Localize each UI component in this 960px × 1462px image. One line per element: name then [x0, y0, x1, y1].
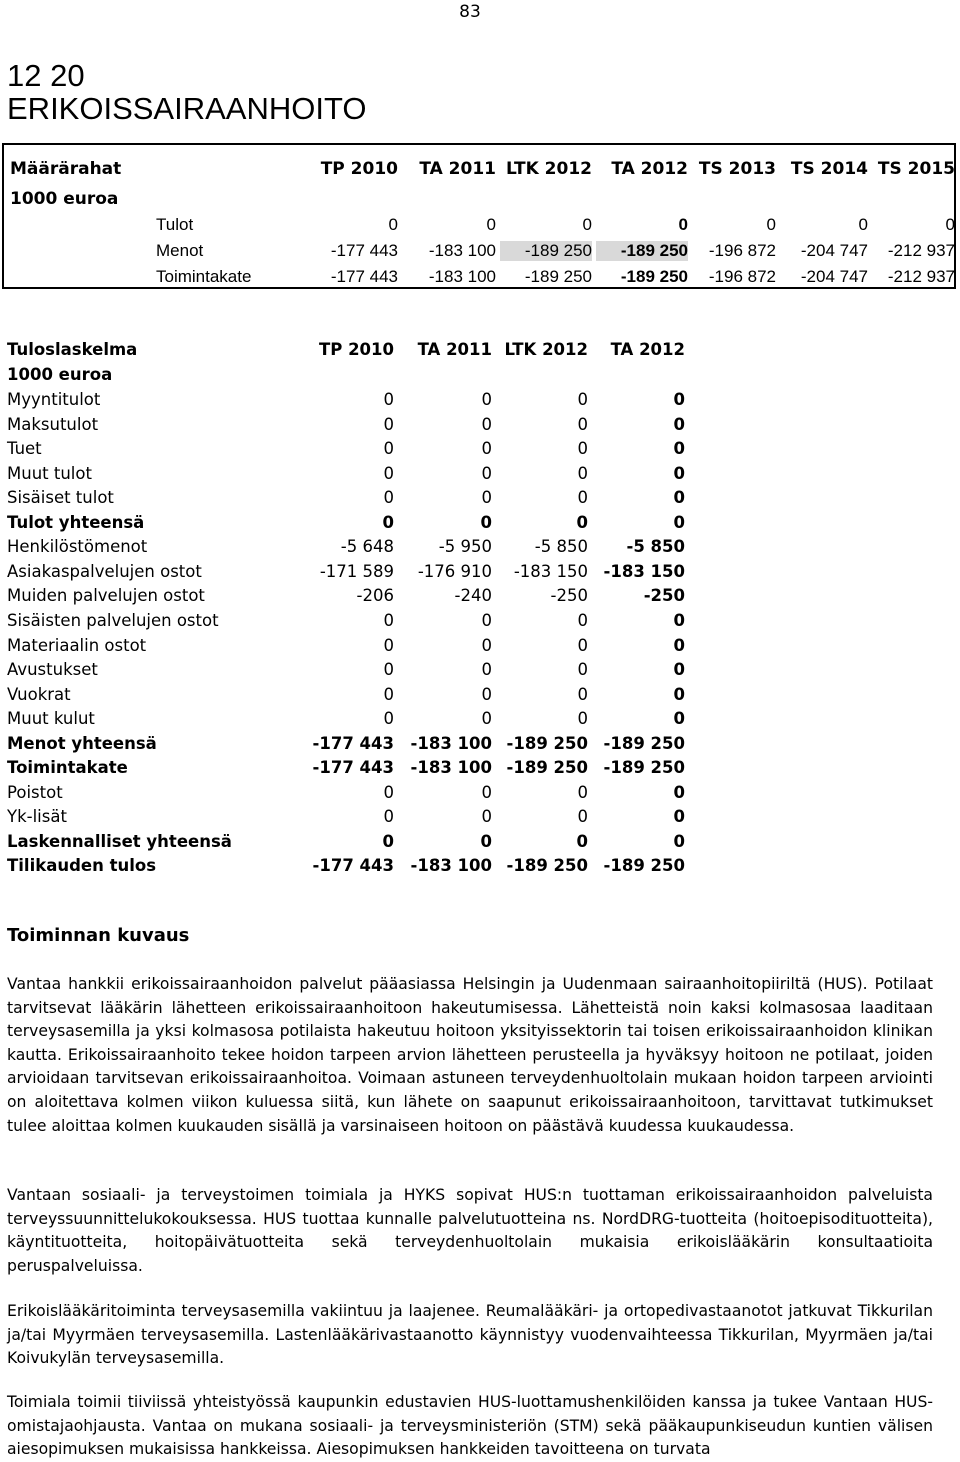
income-cell: -5 648 — [340, 537, 394, 557]
income-row — [0, 537, 700, 561]
income-cell: 0 — [383, 488, 394, 508]
income-cell: 0 — [673, 610, 685, 630]
budget-cell: -212 937 — [887, 267, 955, 286]
income-cell: 0 — [577, 439, 588, 459]
income-row-label: Laskennalliset yhteensä — [7, 831, 232, 851]
income-cell: 0 — [383, 414, 394, 434]
income-cell: -250 — [550, 586, 588, 606]
budget-cell: -196 872 — [708, 241, 776, 260]
income-cell: 0 — [481, 414, 492, 434]
income-row — [0, 856, 700, 880]
income-row-label: Vuokrat — [7, 684, 71, 704]
income-cell: -189 250 — [506, 856, 588, 876]
income-row — [0, 390, 700, 414]
income-cell: -206 — [356, 586, 394, 606]
income-cell: 0 — [383, 439, 394, 459]
income-cell: -5 850 — [626, 537, 685, 557]
income-row — [0, 832, 700, 856]
budget-col-header: TA 2012 — [611, 159, 688, 179]
income-cell: -177 443 — [312, 733, 394, 753]
budget-row — [4, 267, 954, 293]
income-cell: 0 — [383, 660, 394, 680]
income-cell: -5 850 — [534, 537, 588, 557]
income-cell: 0 — [673, 807, 685, 827]
income-row — [0, 439, 700, 463]
income-cell: 0 — [481, 610, 492, 630]
budget-cell: -204 747 — [800, 241, 868, 260]
income-cell: 0 — [383, 782, 394, 802]
income-row — [0, 783, 700, 807]
budget-table — [2, 143, 956, 289]
income-cell: 0 — [383, 635, 394, 655]
income-row — [0, 807, 700, 831]
budget-row-label: Toimintakate — [156, 267, 252, 286]
income-cell: 0 — [577, 463, 588, 483]
income-row-label: Tuet — [7, 439, 42, 459]
income-row-label: Sisäiset tulot — [7, 488, 114, 508]
income-row-label: Asiakaspalvelujen ostot — [7, 561, 202, 581]
income-cell: 0 — [481, 390, 492, 409]
income-cell: -183 100 — [410, 758, 492, 778]
income-cell: 0 — [481, 684, 492, 704]
income-cell: 0 — [382, 831, 394, 851]
income-row-label: Menot yhteensä — [7, 733, 157, 753]
budget-cell: -189 250 — [524, 267, 592, 286]
income-header-row — [0, 340, 700, 364]
income-cell: 0 — [673, 488, 685, 508]
income-cell: 0 — [673, 782, 685, 802]
description-paragraph: Vantaa hankkii erikoissairaanhoidon palvelut pääasiassa Helsingin ja Uudenmaan sairaanhoitopiiriltä (HUS). Potilaat tarvitsevat lääkärin lähetteen erikoissairaanhoitoon hakeutumisessa. Lähetteistä noin kaksi kolmasosaa laaditaan terveysasemilla ja yksi kolmasosa potilaista hakeutuu hoitoon yksityissektorin tai toisen erikoissairaanhoidon klinikan kautta. Erikoissairaanhoito tekee hoidon tarpeen arvion lähetteen perusteella ja hyväksyy hoitoon ne potilaat, joiden arvioidaan tarvitsevan erikoissairaanhoitoa. Voimaan astuneen terveydenhuoltolain mukaan hoidon tarpeen arviointi on aloitettava kolmen viikon kuluessa siitä, kun lähete on saapunut erikoissairaanhoitoon, tarvittavat tutkimukset tulee aloittaa kolmen kuukauden sisällä ja varsinaiseen hoitoon on päästävä kuudessa kuukaudessa. — [7, 975, 933, 1135]
section-number: 12 20 — [7, 58, 85, 93]
income-cell: 0 — [673, 390, 685, 409]
income-cell: 0 — [577, 709, 588, 729]
budget-unit-row — [4, 189, 954, 215]
income-row-label: Toimintakate — [7, 758, 128, 778]
income-cell: -177 443 — [312, 758, 394, 778]
income-cell: -177 443 — [312, 856, 394, 876]
income-cell: -250 — [643, 586, 685, 606]
income-cell: 0 — [673, 439, 685, 459]
income-row-label: Muiden palvelujen ostot — [7, 586, 205, 606]
budget-cell: 0 — [582, 215, 592, 234]
income-row-label: Myyntitulot — [7, 390, 101, 409]
income-row-label: Avustukset — [7, 660, 98, 680]
income-cell: 0 — [577, 414, 588, 434]
income-title: Tuloslaskelma — [7, 340, 138, 359]
income-cell: -240 — [454, 586, 492, 606]
income-cell: -189 250 — [506, 733, 588, 753]
income-cell: -189 250 — [603, 733, 685, 753]
income-cell: 0 — [577, 488, 588, 508]
description-paragraph: Vantaan sosiaali- ja terveystoimen toimiala ja HYKS sopivat HUS:n tuottaman erikoissairaanhoidon palveluista terveyssuunnittelukokouksessa. HUS tuottaa kunnalle palvelutuotteina ns. NordDRG-tuotteita (hoitoepisodituotteita), käyntituotteita, hoitopäivätuotteita sekä terveydenhuoltolain mukaisia erikoislääkärin konsultaatioita peruspalveluissa. — [7, 1186, 933, 1275]
income-cell: 0 — [576, 831, 588, 851]
budget-row — [4, 215, 954, 241]
income-row-label: Yk-lisät — [7, 807, 67, 827]
income-row — [0, 758, 700, 782]
budget-cell: -196 872 — [708, 267, 776, 286]
income-cell: 0 — [481, 439, 492, 459]
budget-cell: 0 — [766, 215, 776, 234]
income-col-header: TP 2010 — [318, 340, 394, 359]
budget-cell: -189 250 — [596, 241, 688, 261]
budget-col-header: TS 2014 — [790, 159, 868, 179]
budget-title: Määrärahat — [10, 159, 122, 179]
income-cell: 0 — [577, 807, 588, 827]
income-row — [0, 734, 700, 758]
income-cell: -183 150 — [603, 561, 685, 581]
description-paragraph: Erikoislääkäritoiminta terveysasemilla vakiintuu ja laajenee. Reumalääkäri- ja ortopedivastaanotot jatkuvat Tikkurilan ja/tai Myyrmäen terveysasemilla. Lastenlääkärivastaanotto käynnistyy vuodenvaihteessa Tikkurilan, Myyrmäen ja/tai Koivukylän terveysasemilla. — [7, 1302, 933, 1368]
budget-cell: 0 — [945, 215, 955, 234]
income-row-label: Henkilöstömenot — [7, 537, 148, 557]
income-row-label: Sisäisten palvelujen ostot — [7, 610, 219, 630]
income-cell: 0 — [383, 709, 394, 729]
budget-cell: 0 — [858, 215, 868, 234]
income-cell: 0 — [481, 635, 492, 655]
income-unit: 1000 euroa — [7, 365, 113, 384]
income-row — [0, 586, 700, 610]
income-row-label: Muut tulot — [7, 463, 92, 483]
income-row — [0, 415, 700, 439]
budget-row-label: Menot — [156, 241, 204, 260]
budget-cell: -183 100 — [428, 267, 496, 286]
budget-col-header: TS 2015 — [877, 159, 955, 179]
budget-cell: 0 — [678, 215, 688, 234]
income-cell: -183 150 — [513, 561, 588, 581]
income-cell: -183 100 — [410, 733, 492, 753]
income-row — [0, 562, 700, 586]
income-row — [0, 709, 700, 733]
page-number: 83 — [459, 2, 481, 22]
income-cell: 0 — [481, 660, 492, 680]
income-row-label: Maksutulot — [7, 414, 99, 434]
income-cell: 0 — [481, 709, 492, 729]
income-cell: 0 — [577, 635, 588, 655]
income-cell: 0 — [577, 610, 588, 630]
income-cell: -171 589 — [319, 561, 394, 581]
income-cell: 0 — [673, 684, 685, 704]
income-cell: 0 — [577, 684, 588, 704]
income-cell: -189 250 — [506, 758, 588, 778]
budget-row-label: Tulot — [156, 215, 194, 234]
income-cell: 0 — [576, 512, 588, 532]
budget-cell: -212 937 — [887, 241, 955, 260]
income-row-label: Tulot yhteensä — [7, 512, 145, 532]
income-cell: 0 — [383, 610, 394, 630]
budget-cell: -183 100 — [428, 241, 496, 260]
income-cell: 0 — [577, 782, 588, 802]
income-cell: 0 — [673, 463, 685, 483]
section-title: ERIKOISSAIRAANHOITO — [7, 91, 367, 126]
income-cell: 0 — [673, 709, 685, 729]
income-cell: 0 — [673, 831, 685, 851]
income-cell: 0 — [673, 660, 685, 680]
income-row — [0, 685, 700, 709]
budget-col-header: LTK 2012 — [505, 159, 592, 179]
income-cell: -176 910 — [417, 561, 492, 581]
description-paragraph: Toimiala toimii tiiviissä yhteistyössä kaupunkin edustavien HUS-luottamushenkilöiden kanssa ja tukee Vantaan HUS-omistajaohjausta. Vantaa on mukana sosiaali- ja terveysministeriön (STM) sekä pääkaupunkiseudun kuntien välisen aiesopimuksen mukaisissa hankkeissa. Aiesopimuksen hankkeiden tavoitteena on turvata — [7, 1393, 933, 1459]
income-cell: 0 — [481, 807, 492, 827]
income-cell: -5 950 — [438, 537, 492, 557]
income-row — [0, 513, 700, 537]
income-row — [0, 611, 700, 635]
income-cell: 0 — [481, 488, 492, 508]
budget-cell: -189 250 — [500, 241, 592, 261]
income-col-header: TA 2012 — [610, 340, 685, 359]
income-cell: 0 — [673, 512, 685, 532]
income-row-label: Poistot — [7, 782, 63, 802]
income-cell: -189 250 — [603, 856, 685, 876]
income-row-label: Muut kulut — [7, 709, 95, 729]
income-row-label: Tilikauden tulos — [7, 856, 157, 876]
income-cell: 0 — [383, 390, 394, 409]
income-cell: 0 — [383, 807, 394, 827]
income-cell: -183 100 — [410, 856, 492, 876]
budget-col-header: TP 2010 — [320, 159, 398, 179]
income-cell: 0 — [383, 684, 394, 704]
income-unit-row — [0, 365, 700, 389]
description-heading: Toiminnan kuvaus — [7, 925, 190, 946]
budget-cell: -177 443 — [330, 241, 398, 260]
income-cell: -189 250 — [603, 758, 685, 778]
income-cell: 0 — [577, 390, 588, 409]
income-cell: 0 — [382, 512, 394, 532]
budget-col-header: TA 2011 — [419, 159, 496, 179]
budget-header-row — [4, 159, 954, 185]
budget-cell: -177 443 — [330, 267, 398, 286]
budget-col-header: TS 2013 — [698, 159, 776, 179]
income-cell: 0 — [481, 782, 492, 802]
budget-row — [4, 241, 954, 267]
income-row — [0, 660, 700, 684]
income-cell: 0 — [480, 512, 492, 532]
income-row — [0, 464, 700, 488]
income-cell: 0 — [673, 635, 685, 655]
income-cell: 0 — [480, 831, 492, 851]
income-cell: 0 — [673, 414, 685, 434]
income-cell: 0 — [383, 463, 394, 483]
income-row-label: Materiaalin ostot — [7, 635, 147, 655]
income-row — [0, 488, 700, 512]
budget-cell: 0 — [388, 215, 398, 234]
budget-cell: -204 747 — [800, 267, 868, 286]
budget-cell: -189 250 — [620, 267, 688, 286]
budget-unit: 1000 euroa — [10, 189, 119, 209]
income-col-header: TA 2011 — [417, 340, 492, 359]
income-cell: 0 — [577, 660, 588, 680]
budget-cell: 0 — [486, 215, 496, 234]
income-row — [0, 636, 700, 660]
income-cell: 0 — [481, 463, 492, 483]
income-col-header: LTK 2012 — [504, 340, 588, 359]
